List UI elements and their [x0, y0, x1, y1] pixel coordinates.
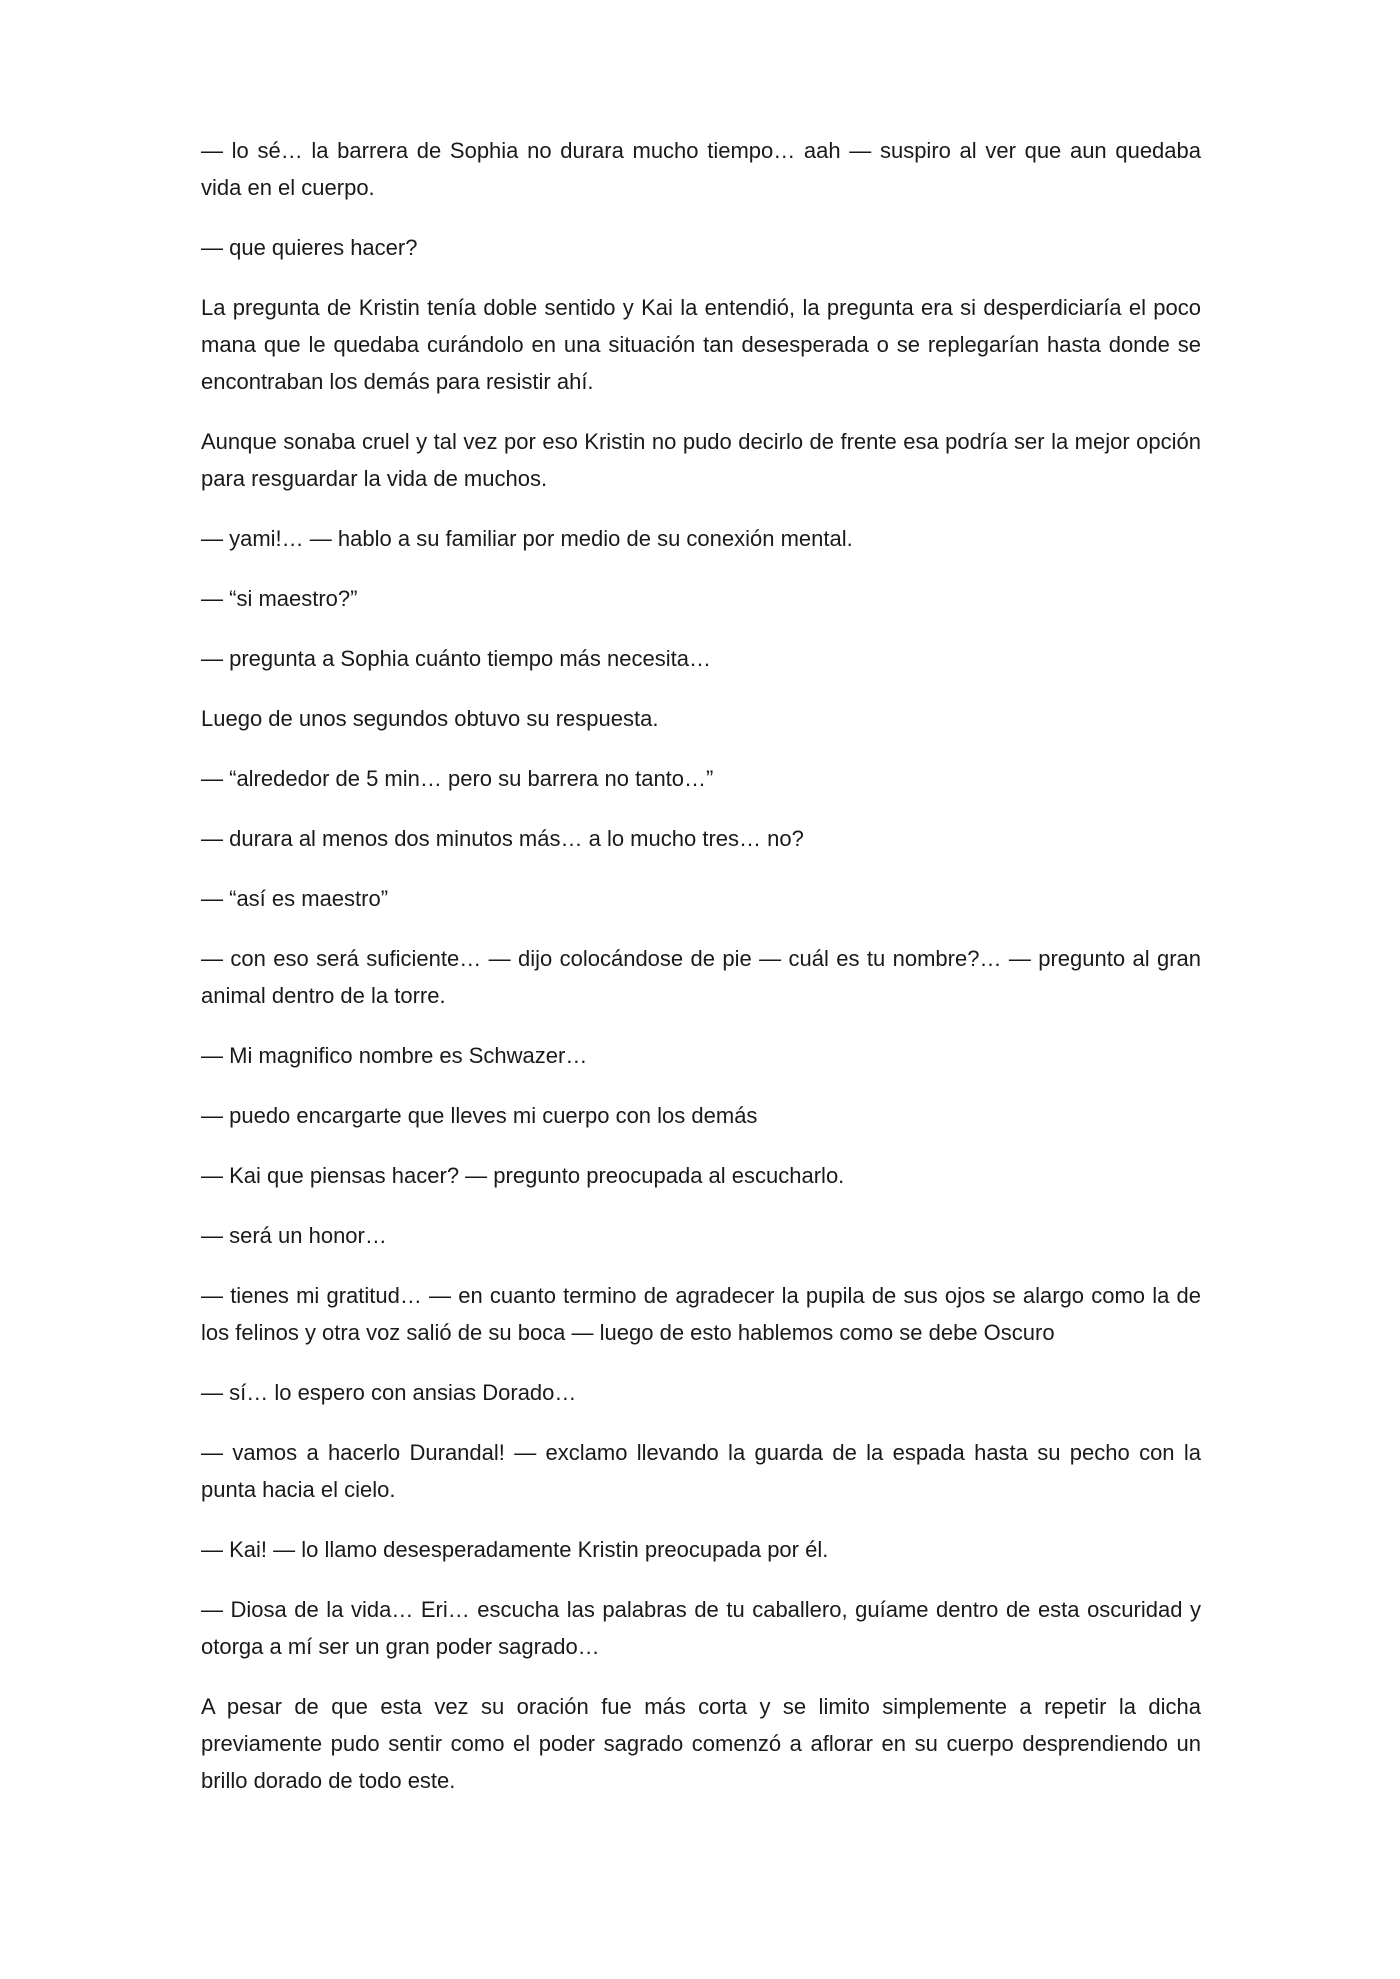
paragraph: — Diosa de la vida… Eri… escucha las palabras de tu caballero, guíame dentro de esta oscuridad y otorga a mí ser un gran poder sagrado… [201, 1597, 1201, 1659]
paragraph: — “alrededor de 5 min… pero su barrera no tanto…” [201, 766, 714, 791]
paragraph: — con eso será suficiente… — dijo colocándose de pie — cuál es tu nombre?… — pregunto al gran animal dentro de la torre. [201, 946, 1201, 1008]
paragraph: — durara al menos dos minutos más… a lo mucho tres… no? [201, 826, 804, 851]
paragraph: — puedo encargarte que lleves mi cuerpo con los demás [201, 1103, 758, 1128]
paragraph: — Kai! — lo llamo desesperadamente Kristin preocupada por él. [201, 1537, 829, 1562]
paragraph: — yami!… — hablo a su familiar por medio de su conexión mental. [201, 526, 853, 551]
paragraph: — que quieres hacer? [201, 235, 418, 260]
paragraph: La pregunta de Kristin tenía doble sentido y Kai la entendió, la pregunta era si desperdiciaría el poco mana que le quedaba curándolo en una situación tan desesperada o se replegarían hasta donde se encontraban los demás para resistir ahí. [201, 295, 1201, 394]
paragraph: Luego de unos segundos obtuvo su respuesta. [201, 706, 659, 731]
paragraph: — pregunta a Sophia cuánto tiempo más necesita… [201, 646, 711, 671]
paragraph: — vamos a hacerlo Durandal! — exclamo llevando la guarda de la espada hasta su pecho con la punta hacia el cielo. [201, 1440, 1201, 1502]
paragraph: Aunque sonaba cruel y tal vez por eso Kristin no pudo decirlo de frente esa podría ser la mejor opción para resguardar la vida de muchos. [201, 429, 1201, 491]
paragraph: — lo sé… la barrera de Sophia no durara mucho tiempo… aah — suspiro al ver que aun quedaba vida en el cuerpo. [201, 138, 1201, 200]
paragraph: — será un honor… [201, 1223, 387, 1248]
paragraph: — “así es maestro” [201, 886, 389, 911]
paragraph: — sí… lo espero con ansias Dorado… [201, 1380, 577, 1405]
paragraph: A pesar de que esta vez su oración fue más corta y se limito simplemente a repetir la dicha previamente pudo sentir como el poder sagrado comenzó a aflorar en su cuerpo desprendiendo un brillo dorado de todo este. [201, 1694, 1201, 1793]
paragraph: — Kai que piensas hacer? — pregunto preocupada al escucharlo. [201, 1163, 845, 1188]
paragraph: — tienes mi gratitud… — en cuanto termino de agradecer la pupila de sus ojos se alargo como la de los felinos y otra voz salió de su boca — luego de esto hablemos como se debe Oscuro [201, 1283, 1201, 1345]
paragraph: — Mi magnifico nombre es Schwazer… [201, 1043, 588, 1068]
paragraph: — “si maestro?” [201, 586, 358, 611]
document-body [201, 132, 1201, 1822]
